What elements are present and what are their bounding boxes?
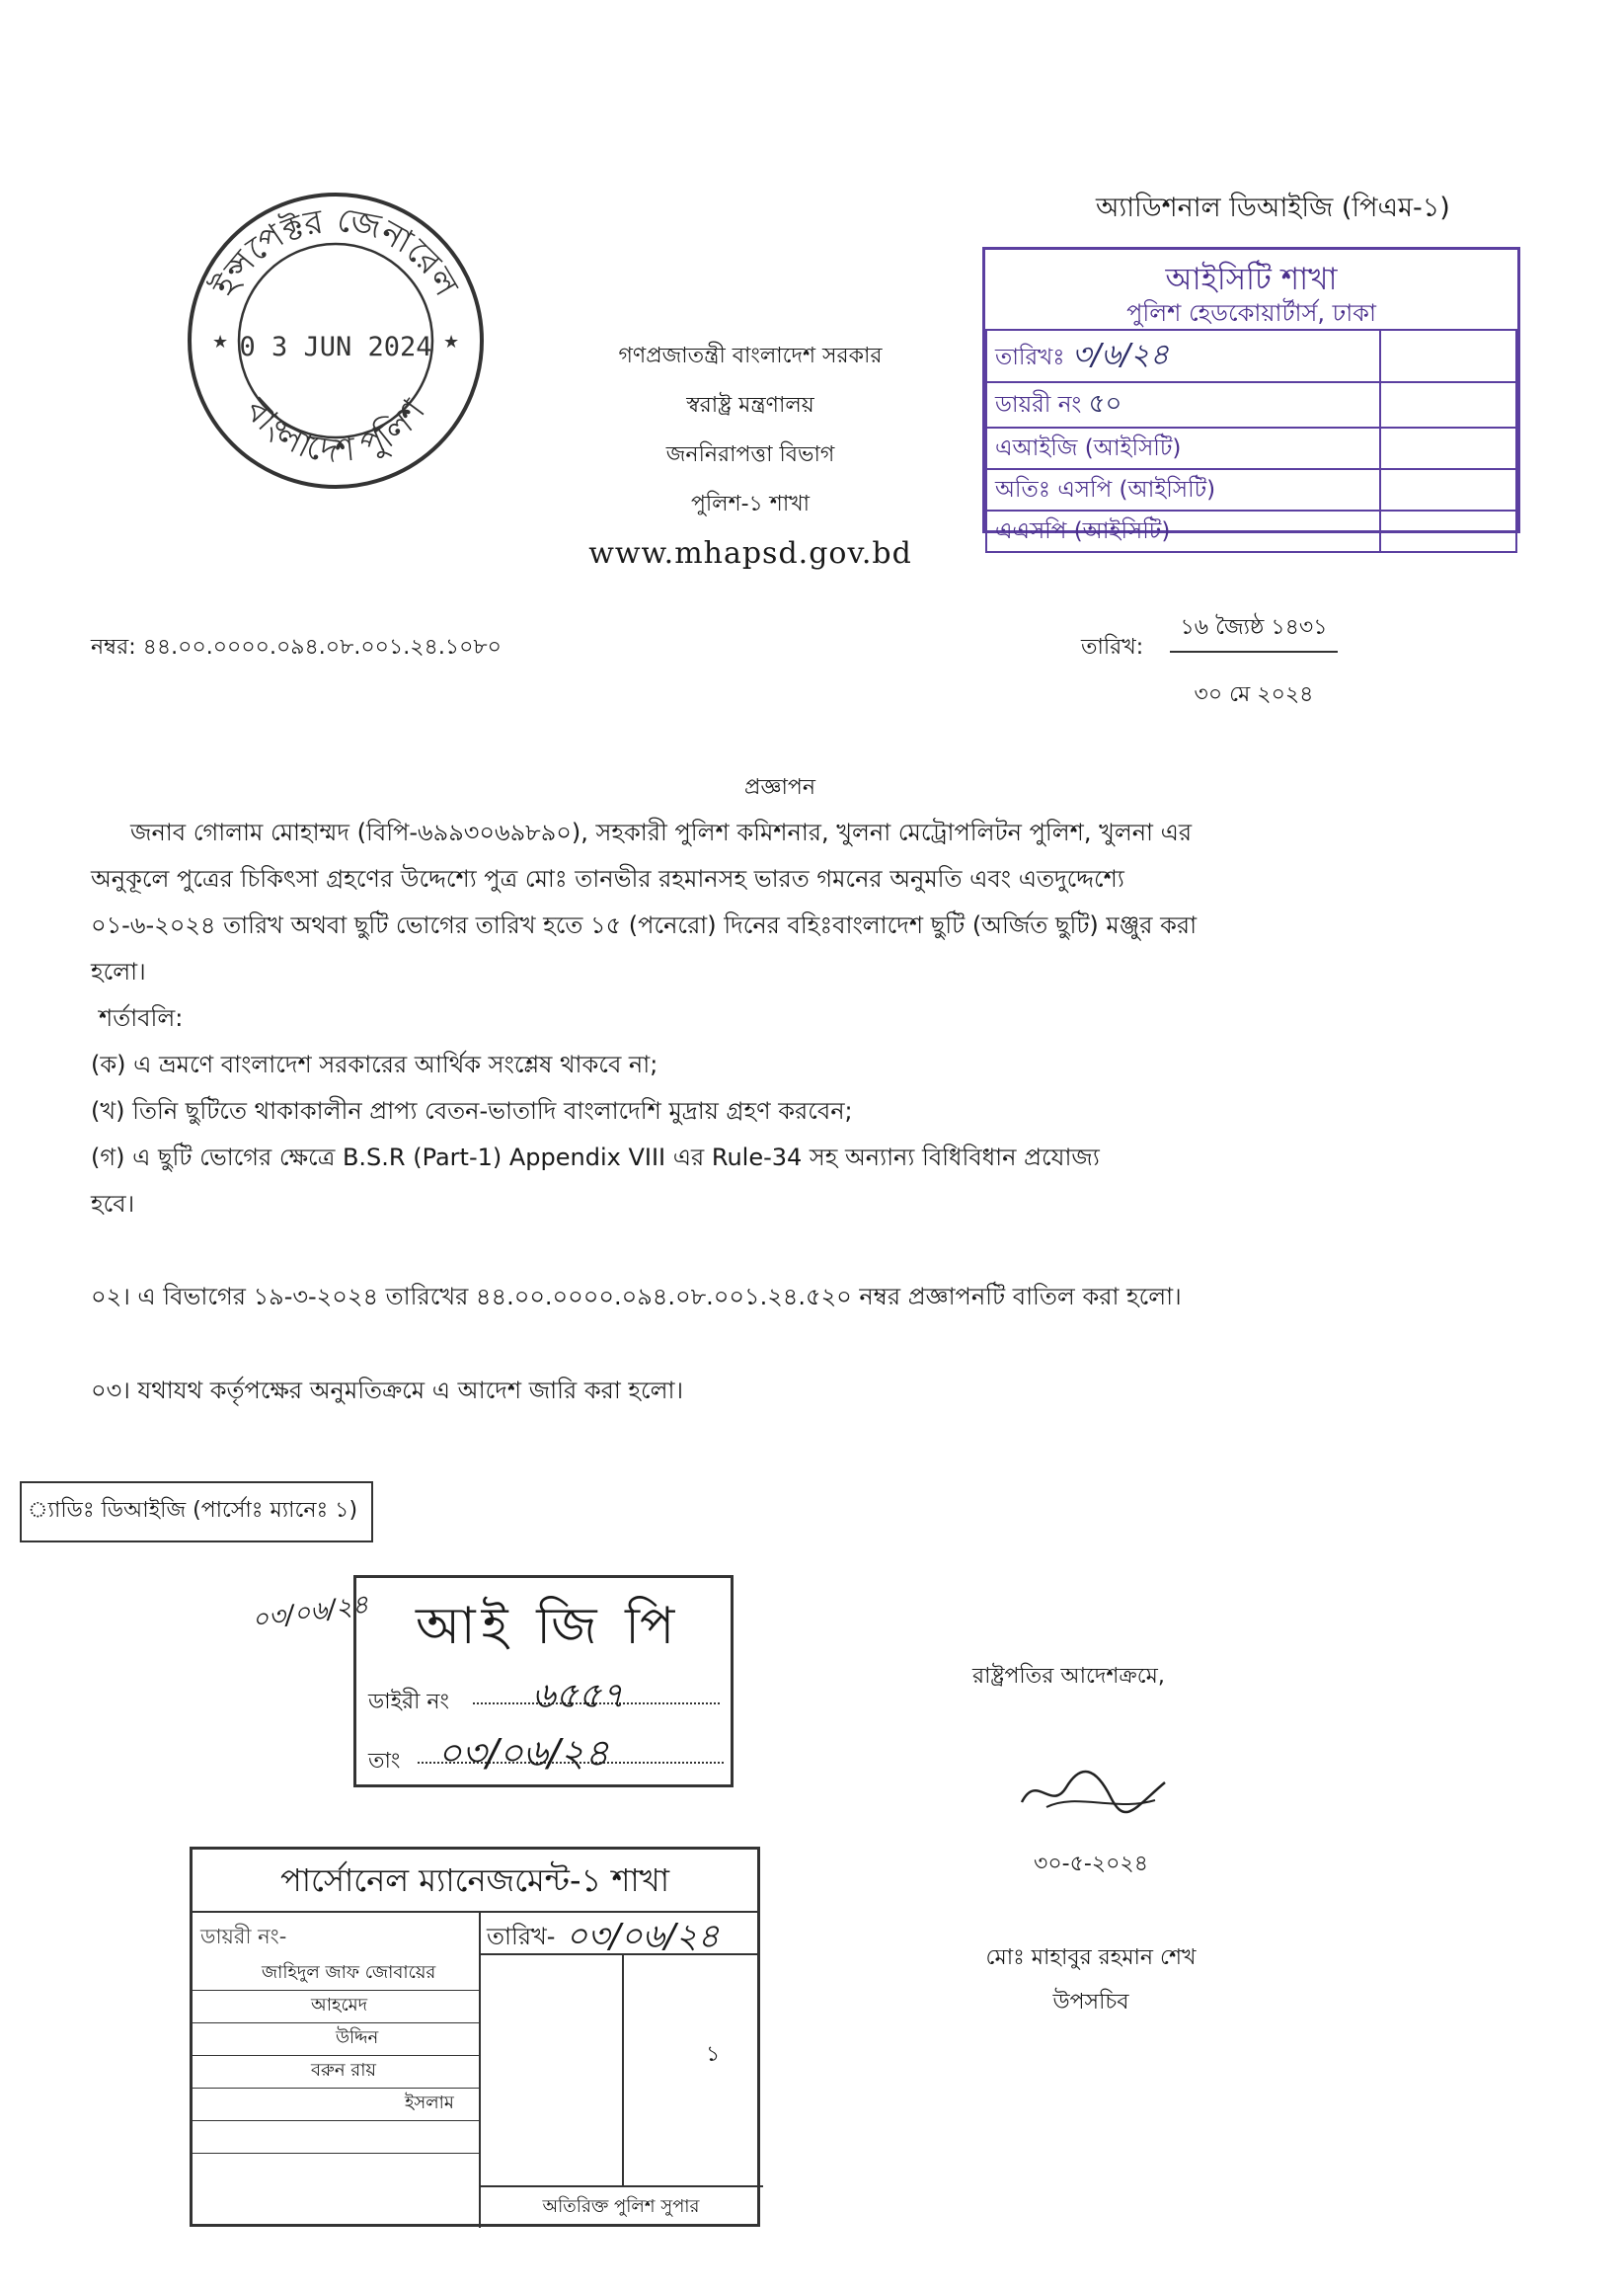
ict-branch-stamp	[982, 247, 1520, 544]
ict-row-label: এএসপি (আইসিটি)	[986, 511, 1380, 552]
personnel-note-text: ্যাডিঃ ডিআইজি (পার্সোঃ ম্যানেঃ ১)	[28, 1498, 358, 1523]
table-row	[986, 511, 1516, 552]
body-line: অনুকূলে পুত্রের চিকিৎসা গ্রহণের উদ্দেশ্যে পুত্র মোঃ তানভীর রহমানসহ ভারত গমনের অনুমতি এবং এতদুদ্দেশ্যে	[91, 865, 1124, 893]
pm-count: ১	[706, 2042, 721, 2067]
igp-stamp	[353, 1575, 734, 1787]
igp-diary-label: ডাইরী নং	[368, 1690, 450, 1714]
body-line: জনাব গোলাম মোহাম্মদ (বিপি-৬৯৯৩০৬৯৮৯০), সহকারী পুলিশ কমিশনার, খুলনা মেট্রোপলিটন পুলিশ, খুলনা এর	[130, 819, 1193, 846]
condition-item: (গ) এ ছুটি ভোগের ক্ষেত্রে B.S.R (Part-1) Appendix VIII এর Rule-34 সহ অন্যান্য বিধিবিধান প্রযোজ্য	[91, 1144, 1100, 1171]
notification-heading: প্রজ্ঞাপন	[744, 775, 815, 800]
seal-date: 0 3 JUN 2024	[239, 332, 432, 362]
ict-row-label: ডায়রী নং ৫০	[986, 382, 1380, 428]
conditions-title: শর্তাবলি:	[99, 1004, 184, 1032]
branch-name: পুলিশ-১ শাখা	[690, 492, 811, 516]
table-row	[986, 330, 1516, 382]
inspector-general-seal	[183, 188, 489, 494]
ict-diary-handwritten: ৫০	[1088, 389, 1122, 419]
signature-scribble	[1017, 1763, 1175, 1822]
pm-diary-label: ডায়রী নং-	[200, 1925, 287, 1948]
ict-row-label: তারিখঃ ৩/৬/২৪	[986, 330, 1380, 382]
igp-date-value: ০৩/০৬/২৪	[418, 1724, 724, 1764]
condition-item: (খ) তিনি ছুটিতে থাকাকালীন প্রাপ্য বেতন-ভাতাদি বাংলাদেশি মুদ্রায় গ্রহণ করবেন;	[91, 1097, 853, 1125]
ict-stamp-subtitle: পুলিশ হেডকোয়ার্টার্স, ঢাকা	[1126, 299, 1376, 327]
ict-stamp-table	[985, 329, 1517, 553]
division-name: জননিরাপত্তা বিভাগ	[665, 442, 835, 467]
pm-stamp-title: পার্সোনেল ম্যানেজমেন্ট-১ শাখা	[193, 1850, 757, 1913]
list-item: ইসলাম	[193, 2089, 479, 2121]
svg-text:বাংলাদেশ পুলিশ	[236, 390, 433, 471]
point-2: ০২। এ বিভাগের ১৯-৩-২০২৪ তারিখের ৪৪.০০.০০০০.০৯৪.০৮.০০১.২৪.৫২০ নম্বর প্রজ্ঞাপনটি বাতিল করা হলো।	[91, 1283, 1182, 1310]
seal-bottom-text: বাংলাদেশ পুলিশ	[237, 390, 434, 472]
date-label: তারিখ:	[1081, 635, 1144, 660]
ict-row-label: এআইজি (আইসিটি)	[986, 428, 1380, 469]
order-line: রাষ্ট্রপতির আদেশক্রমে,	[972, 1664, 1165, 1689]
list-item	[193, 2154, 479, 2186]
notification-body	[91, 810, 1345, 1227]
table-row	[986, 428, 1516, 469]
ict-row-label: অতিঃ এসপি (আইসিটি)	[986, 469, 1380, 511]
condition-item: (ক) এ ভ্রমণে বাংলাদেশ সরকারের আর্থিক সংশ্লেষ থাকবে না;	[91, 1051, 658, 1078]
date-english: ৩০ মে ২০২৪	[1194, 682, 1314, 707]
point-3: ০৩। যথাযথ কর্তৃপক্ষের অনুমতিক্রমে এ আদেশ জারি করা হলো।	[91, 1377, 684, 1404]
list-item: উদ্দিন	[193, 2023, 479, 2056]
signatory-name: মোঃ মাহাবুর রহমান শেখ	[985, 1945, 1197, 1970]
condition-item: হবে।	[91, 1190, 135, 1218]
body-line: ০১-৬-২০২৪ তারিখ অথবা ছুটি ভোগের তারিখ হতে ১৫ (পনেরো) দিনের বহিঃবাংলাদেশ ছুটি (অর্জিত ছুটি) মঞ্জুর করা	[91, 911, 1198, 939]
table-row	[986, 469, 1516, 511]
reference-number: নম্বর: ৪৪.০০.০০০০.০৯৪.০৮.০০১.২৪.১০৮০	[91, 635, 502, 660]
star-icon: ★	[443, 332, 460, 353]
pm-date-label: তারিখ-	[487, 1923, 556, 1950]
signature-date: ৩০-৫-২০২৪	[1034, 1852, 1148, 1876]
personnel-management-stamp	[190, 1847, 760, 2227]
table-row	[986, 382, 1516, 428]
letterhead	[533, 339, 967, 571]
body-line: হলো।	[91, 958, 146, 986]
govt-name: গণপ্রজাতন্ত্রী বাংলাদেশ সরকার	[618, 344, 883, 368]
ministry-name: স্বরাষ্ট্র মন্ত্রণালয়	[686, 393, 814, 418]
igp-date-label: তাং	[368, 1749, 401, 1774]
ict-stamp-title: আইসিটি শাখা	[1165, 262, 1338, 297]
pm-footer: অতিরিক্ত পুলিশ সুপার	[542, 2196, 700, 2217]
pm-date-value: ০৩/০৬/২৪	[566, 1917, 720, 1956]
signatory-designation: উপসচিব	[1052, 1990, 1129, 2014]
top-right-note: অ্যাডিশনাল ডিআইজি (পিএম-১)	[1096, 193, 1450, 223]
pm-names-list	[193, 1958, 479, 2186]
seal-top-text: ইন্সপেক্টর জেনারেল	[204, 199, 467, 303]
ict-date-handwritten: ৩/৬/২৪	[1071, 338, 1170, 372]
star-icon: ★	[212, 332, 229, 353]
igp-stamp-title: আই জি পি	[416, 1597, 681, 1656]
personnel-note-box	[20, 1481, 373, 1542]
website-link: www.mhapsd.gov.bd	[588, 536, 912, 571]
date-bengali: ১৬ জ্যৈষ্ঠ ১৪৩১	[1170, 610, 1338, 653]
svg-text:ইন্সপেক্টর জেনারেল	[204, 199, 466, 303]
igp-date-note: ০৩/০৬/২৪	[250, 1589, 371, 1636]
list-item: জাহিদুল জাফ জোবায়ের	[193, 1958, 479, 1991]
list-item: আহমেদ	[193, 1991, 479, 2023]
igp-diary-value: ৬৫৫৭	[473, 1669, 720, 1704]
list-item: বরুন রায়	[193, 2056, 479, 2089]
list-item	[193, 2121, 479, 2154]
